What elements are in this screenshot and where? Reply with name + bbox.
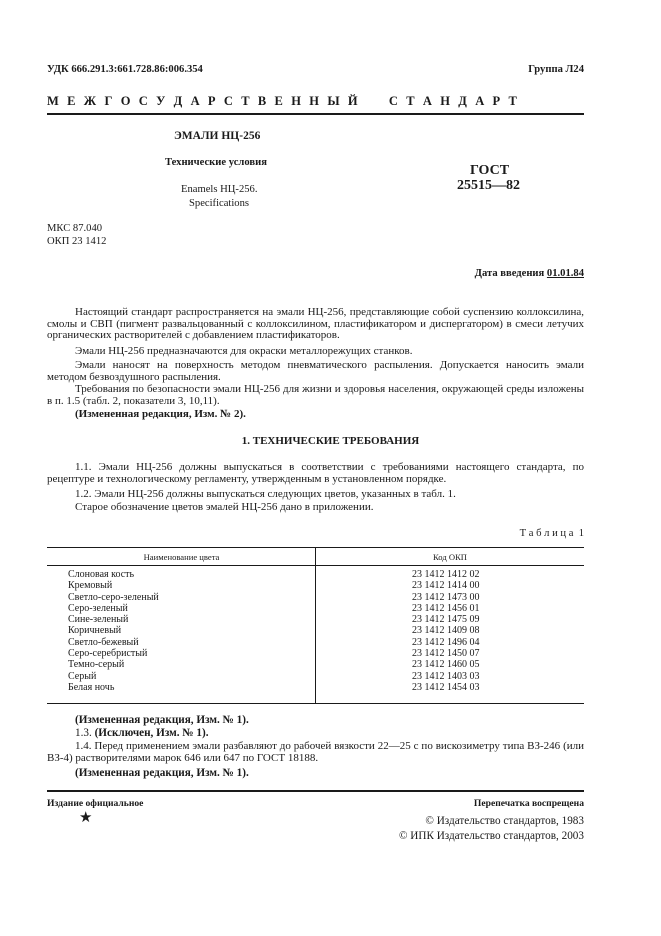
english-subtitle: Specifications bbox=[189, 198, 250, 209]
table-row-code: 23 1412 1496 04 bbox=[412, 636, 480, 648]
table-row-code: 23 1412 1409 08 bbox=[412, 625, 480, 637]
udk-code: УДК 666.291.3:661.728.86:006.354 bbox=[47, 64, 203, 75]
intro-amendment-note: (Измененная редакция, Изм. № 2). bbox=[75, 408, 246, 420]
clause-1-2-note: Старое обозначение цветов эмалей НЦ-256 дано в приложении. bbox=[75, 501, 374, 513]
clause-1-3 bbox=[75, 727, 209, 739]
table-row-code: 23 1412 1456 01 bbox=[412, 602, 480, 614]
copyright-2003: © ИПК Издательство стандартов, 2003 bbox=[398, 830, 584, 842]
clause-1-4-amendment-note: (Измененная редакция, Изм. № 1). bbox=[75, 767, 249, 779]
introduction-date bbox=[475, 268, 584, 279]
table-header-color-name: Наименование цвета bbox=[143, 552, 220, 562]
table-body-divider bbox=[315, 565, 316, 703]
document-subtitle: Технические условия bbox=[165, 157, 267, 168]
section-1-heading: 1. ТЕХНИЧЕСКИЕ ТРЕБОВАНИЯ bbox=[241, 435, 420, 447]
table-row-name: Серо-серебристый bbox=[68, 648, 148, 660]
clause-1-3-text: (Исключен, Изм. № 1). bbox=[94, 727, 209, 739]
header-rule bbox=[47, 113, 584, 115]
table-1-caption: Т а б л и ц а 1 bbox=[519, 528, 584, 539]
reprint-prohibited: Перепечатка воспрещена bbox=[473, 798, 584, 809]
table-row-name: Сине-зеленый bbox=[68, 614, 129, 626]
clause-1-3-number: 1.3. bbox=[75, 727, 92, 739]
clause-1-1: 1.1. Эмали НЦ-256 должны выпускаться в соответствии с требованиями настоящего стандарта, по рецептуре и технологическому регламенту, утвержденным в установленном порядке. bbox=[47, 461, 584, 485]
table-header-okp-code: Код ОКП bbox=[432, 552, 468, 562]
table-row-code: 23 1412 1403 03 bbox=[412, 670, 480, 682]
table-row-name: Светло-серо-зеленый bbox=[68, 591, 159, 603]
clause-1-2: 1.2. Эмали НЦ-256 должны выпускаться следующих цветов, указанных в табл. 1. bbox=[75, 488, 456, 500]
clause-1-4: 1.4. Перед применением эмали разбавляют до рабочей вязкости 22—25 с по вискозиметру типа ВЗ-246 (или ВЗ-4) растворителями марок 646 или 647 по ГОСТ 18188. bbox=[47, 740, 584, 764]
table-row-name: Кремовый bbox=[68, 580, 113, 592]
table-row-code: 23 1412 1414 00 bbox=[412, 580, 480, 592]
table-row-name: Темно-серый bbox=[68, 659, 125, 671]
table-row-name: Слоновая кость bbox=[68, 569, 135, 580]
star-icon: ★ bbox=[79, 808, 93, 826]
table-row-code: 23 1412 1412 02 bbox=[412, 569, 480, 580]
table-amendment-note: (Измененная редакция, Изм. № 1). bbox=[75, 714, 249, 726]
intro-paragraph-1: Настоящий стандарт распространяется на эмали НЦ-256, представляющие собой суспензию коллоксилина, смолы и СВП (пигмент развальцованный с коллоксилином, пластификатором и диспергатором) в смеси летучих органических растворителей с добавлением пластификаторов. bbox=[47, 306, 584, 342]
table-row-code: 23 1412 1473 00 bbox=[412, 591, 480, 603]
table-row-code: 23 1412 1460 05 bbox=[412, 659, 480, 671]
interstate-standard-banner: М Е Ж Г О С У Д А Р С Т В Е Н Н Ы Й С Т А Н Д А Р Т bbox=[47, 94, 520, 108]
table-row-name: Белая ночь bbox=[68, 681, 115, 693]
intro-paragraph-2: Эмали НЦ-256 предназначаются для окраски металлорежущих станков. bbox=[75, 345, 413, 357]
table-bottom-rule bbox=[47, 703, 584, 704]
footer-rule bbox=[47, 790, 584, 792]
table-row-name: Светло-бежевый bbox=[68, 636, 139, 648]
english-title: Enamels НЦ-256. bbox=[181, 184, 258, 195]
introduction-date-label: Дата введения bbox=[474, 268, 545, 279]
group-code: Группа Л24 bbox=[528, 64, 584, 75]
official-edition: Издание официальное bbox=[47, 798, 144, 809]
table-row-name: Коричневый bbox=[68, 625, 122, 637]
table-row-code: 23 1412 1454 03 bbox=[412, 681, 480, 693]
gost-number: 25515—82 bbox=[457, 178, 520, 193]
table-row-code: 23 1412 1450 07 bbox=[412, 648, 480, 660]
table-row-code: 23 1412 1475 09 bbox=[412, 614, 480, 626]
mks-code: МКС 87.040 bbox=[47, 223, 103, 234]
table-color-names bbox=[68, 569, 159, 693]
intro-paragraph-3: Эмали наносят на поверхность методом пневматического распыления. Допускается наносить эмали методом безвоздушного распыления. bbox=[47, 359, 584, 383]
table-row-name: Серый bbox=[68, 670, 97, 682]
okp-code: ОКП 23 1412 bbox=[47, 236, 107, 247]
table-okp-codes bbox=[412, 569, 480, 693]
copyright-1983: © Издательство стандартов, 1983 bbox=[425, 815, 584, 827]
gost-label: ГОСТ bbox=[470, 163, 510, 178]
table-row-name: Серо-зеленый bbox=[68, 602, 128, 614]
document-title: ЭМАЛИ НЦ-256 bbox=[174, 130, 261, 142]
intro-paragraph-4: Требования по безопасности эмали НЦ-256 для жизни и здоровья населения, окружающей среды изложены в п. 1.5 (табл. 2, показатели 3, 10,11). bbox=[47, 383, 584, 407]
introduction-date-value: 01.01.84 bbox=[546, 268, 584, 279]
table-header-divider bbox=[315, 547, 316, 565]
